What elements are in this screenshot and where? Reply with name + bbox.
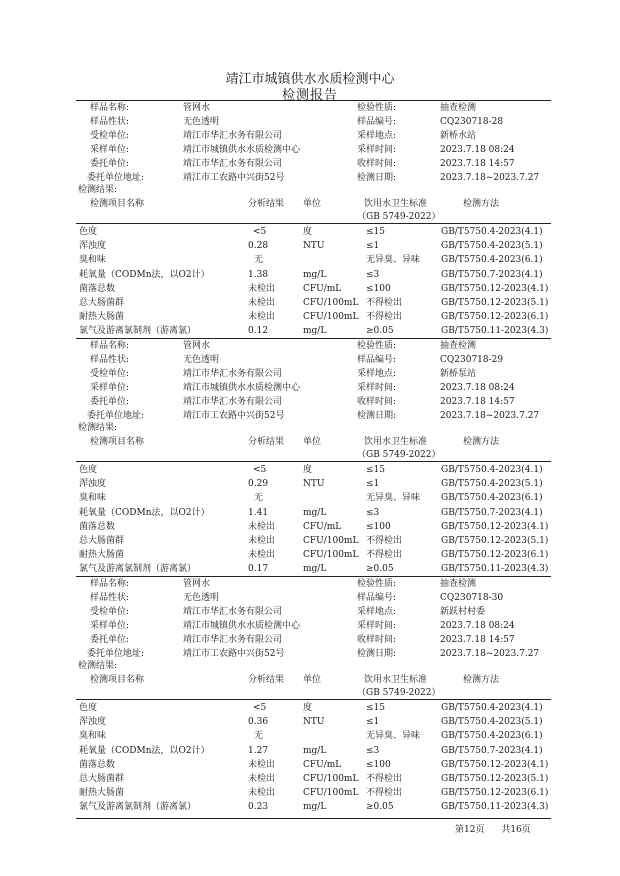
result-item-name: 耗氧量（CODMn法，以O2计） [79, 507, 210, 518]
result-unit: CFU/100mL [303, 774, 359, 784]
result-method: GB/T5750.11-2023(4.3) [441, 564, 549, 575]
sample-2-label-r-1: 样品编号: [357, 355, 397, 365]
result-unit: NTU [303, 717, 325, 728]
sample-2-label-0: 样品名称: [90, 341, 130, 351]
result-method: GB/T5750.7-2023(4.1) [441, 507, 543, 518]
result-method: GB/T5750.4-2023(4.1) [441, 703, 543, 713]
sample-1-value-r-2: 新桥水站 [440, 131, 477, 141]
result-standard: ≥0.05 [366, 326, 394, 337]
result-method: GB/T5750.12-2023(6.1) [441, 312, 549, 323]
col-standard-header: 饮用水卫生标准 [364, 675, 428, 685]
sample-2-value-3: 靖江市城镇供水水质检测中心 [183, 383, 301, 393]
sample-1-value-r-3: 2023.7.18 08:24 [440, 145, 515, 155]
result-standard: ≤100 [366, 759, 391, 770]
sample-2-label-r-3: 采样时间: [357, 383, 397, 393]
result-item-name: 色度 [79, 227, 98, 237]
result-value: 未检出 [248, 759, 276, 770]
result-method: GB/T5750.12-2023(5.1) [441, 536, 549, 546]
sample-3-label-r-0: 检验性质: [357, 579, 397, 589]
result-unit: mg/L [303, 269, 327, 280]
result-unit: CFU/100mL [303, 550, 359, 561]
result-item-name: 浑浊度 [79, 717, 107, 728]
sample-3-label-0: 样品名称: [90, 579, 130, 589]
result-standard: ≤3 [366, 269, 380, 280]
result-standard: 无异臭、异味 [366, 255, 421, 266]
sample-2-value-5: 靖江市工农路中兴街52号 [183, 411, 285, 421]
result-item-name: 臭和味 [79, 255, 107, 266]
block-separator [76, 338, 551, 339]
sample-2-value-r-0: 抽查检测 [440, 341, 477, 351]
bottom-rule [76, 818, 551, 819]
result-standard: ≤1 [366, 479, 380, 490]
sample-2-label-5: 委托单位地址: [87, 411, 145, 421]
table-header-rule [76, 461, 551, 462]
result-unit: CFU/mL [303, 521, 342, 532]
sample-1-label-5: 委托单位地址: [87, 173, 145, 183]
sample-3-value-4: 靖江市华汇水务有限公司 [183, 635, 283, 645]
result-method: GB/T5750.7-2023(4.1) [441, 745, 543, 756]
sample-1-value-2: 靖江市华汇水务有限公司 [183, 131, 283, 141]
result-value: 未检出 [248, 788, 276, 799]
result-standard: ≤15 [366, 465, 385, 475]
sample-3-value-5: 靖江市工农路中兴街52号 [183, 649, 285, 659]
result-value: 未检出 [248, 298, 276, 308]
sample-1-label-0: 样品名称: [90, 103, 130, 113]
sample-3-label-r-2: 采样地点: [357, 607, 397, 617]
sample-1-value-1: 无色透明 [183, 117, 220, 127]
sample-1-label-1: 样品性状: [90, 117, 130, 127]
result-standard: ≤3 [366, 507, 380, 518]
sample-1-value-0: 管网水 [183, 103, 211, 113]
col-standard-header: 饮用水卫生标准 [364, 199, 428, 209]
result-method: GB/T5750.11-2023(4.3) [441, 326, 549, 337]
result-unit: CFU/100mL [303, 298, 359, 308]
sample-1-label-3: 采样单位: [90, 145, 130, 155]
sample-2-value-r-4: 2023.7.18 14:57 [440, 397, 515, 407]
result-unit: mg/L [303, 802, 327, 813]
sample-1-value-r-0: 抽查检测 [440, 103, 477, 113]
sample-1-results-heading: 检测结果: [78, 185, 118, 195]
result-value: 0.29 [248, 479, 269, 490]
result-value: <5 [253, 227, 267, 237]
result-unit: mg/L [303, 507, 327, 518]
result-item-name: 氯气及游离氯制剂（游离氯） [79, 564, 197, 575]
sample-3-value-r-5: 2023.7.18~2023.7.27 [440, 649, 540, 659]
col-unit-header: 单位 [303, 199, 322, 209]
result-standard: ≤100 [366, 521, 391, 532]
col-item-header: 检测项目名称 [90, 675, 145, 685]
result-standard: ≤1 [366, 241, 380, 252]
result-unit: mg/L [303, 564, 327, 575]
result-value: <5 [253, 465, 267, 475]
result-method: GB/T5750.12-2023(6.1) [441, 788, 549, 799]
sample-2-label-r-0: 检验性质: [357, 341, 397, 351]
table-header-rule [76, 699, 551, 700]
sample-3-value-0: 管网水 [183, 579, 211, 589]
page-footer [455, 822, 545, 835]
result-value: 1.27 [248, 745, 269, 756]
result-unit: NTU [303, 241, 325, 252]
sample-2-label-2: 受检单位: [90, 369, 130, 379]
sample-2-label-r-4: 收样时间: [357, 397, 397, 407]
sample-3-label-r-3: 采样时间: [357, 621, 397, 631]
sample-3-label-3: 采样单位: [90, 621, 130, 631]
sample-3-value-r-3: 2023.7.18 08:24 [440, 621, 515, 631]
result-value: 0.36 [248, 717, 269, 728]
result-item-name: 臭和味 [79, 731, 107, 742]
result-item-name: 耐热大肠菌 [79, 550, 125, 561]
result-item-name: 耗氧量（CODMn法，以O2计） [79, 745, 210, 756]
result-standard: 不得检出 [366, 312, 403, 323]
sample-3-label-r-5: 检测日期: [357, 649, 397, 659]
result-method: GB/T5750.4-2023(5.1) [441, 241, 543, 252]
result-unit: mg/L [303, 745, 327, 756]
sample-1-value-r-4: 2023.7.18 14:57 [440, 159, 515, 169]
result-standard: 无异臭、异味 [366, 731, 421, 742]
result-unit: NTU [303, 479, 325, 490]
result-item-name: 菌落总数 [79, 283, 116, 294]
sample-1-label-r-1: 样品编号: [357, 117, 397, 127]
sample-2-value-r-1: CQ230718-29 [440, 355, 504, 365]
result-value: 0.12 [248, 326, 269, 337]
result-standard: ≤15 [366, 703, 385, 713]
result-method: GB/T5750.7-2023(4.1) [441, 269, 543, 280]
sample-2-results-heading: 检测结果: [78, 423, 118, 433]
result-method: GB/T5750.11-2023(4.3) [441, 802, 549, 813]
result-unit: 度 [303, 465, 313, 475]
result-item-name: 总大肠菌群 [79, 774, 125, 784]
sample-1-value-r-5: 2023.7.18~2023.7.27 [440, 173, 540, 183]
block-separator [76, 576, 551, 577]
result-item-name: 色度 [79, 703, 98, 713]
result-standard: ≤15 [366, 227, 385, 237]
result-value: 0.23 [248, 802, 269, 813]
sample-3-value-r-4: 2023.7.18 14:57 [440, 635, 515, 645]
result-item-name: 色度 [79, 465, 98, 475]
result-value: 未检出 [248, 774, 276, 784]
sample-1-label-4: 委托单位: [90, 159, 130, 169]
result-standard: ≥0.05 [366, 564, 394, 575]
result-unit: CFU/100mL [303, 312, 359, 323]
org-title: 靖江市城镇供水水质检测中心 [225, 72, 395, 87]
sample-2-label-r-2: 采样地点: [357, 369, 397, 379]
result-unit: 度 [303, 703, 313, 713]
result-method: GB/T5750.4-2023(5.1) [441, 717, 543, 728]
col-standard-code: （GB 5749-2022） [357, 688, 441, 698]
col-unit-header: 单位 [303, 437, 322, 447]
sample-3-label-2: 受检单位: [90, 607, 130, 617]
result-unit: 度 [303, 227, 313, 237]
sample-3-label-r-1: 样品编号: [357, 593, 397, 603]
result-method: GB/T5750.4-2023(4.1) [441, 465, 543, 475]
result-standard: 不得检出 [366, 536, 403, 546]
result-standard: 不得检出 [366, 550, 403, 561]
sample-1-label-r-0: 检验性质: [357, 103, 397, 113]
result-method: GB/T5750.12-2023(4.1) [441, 759, 549, 770]
result-value: 无 [254, 731, 264, 742]
sample-1-value-5: 靖江市工农路中兴街52号 [183, 173, 285, 183]
sample-3-label-4: 委托单位: [90, 635, 130, 645]
sample-3-value-r-2: 新跃村村委 [440, 607, 486, 617]
report-title: 检测报告 [281, 88, 338, 103]
sample-1-label-r-4: 收样时间: [357, 159, 397, 169]
result-item-name: 氯气及游离氯制剂（游离氯） [79, 802, 197, 813]
result-value: <5 [253, 703, 267, 713]
result-item-name: 菌落总数 [79, 759, 116, 770]
sample-2-value-4: 靖江市华汇水务有限公司 [183, 397, 283, 407]
page-total: 共16页 [501, 825, 531, 835]
sample-2-label-3: 采样单位: [90, 383, 130, 393]
table-header-rule [76, 223, 551, 224]
sample-2-value-2: 靖江市华汇水务有限公司 [183, 369, 283, 379]
sample-3-label-r-4: 收样时间: [357, 635, 397, 645]
result-item-name: 菌落总数 [79, 521, 116, 532]
col-item-header: 检测项目名称 [90, 199, 145, 209]
sample-3-label-1: 样品性状: [90, 593, 130, 603]
sample-3-value-3: 靖江市城镇供水水质检测中心 [183, 621, 301, 631]
result-standard: ≥0.05 [366, 802, 394, 813]
result-unit: CFU/mL [303, 759, 342, 770]
sample-1-value-4: 靖江市华汇水务有限公司 [183, 159, 283, 169]
sample-3-value-r-1: CQ230718-30 [440, 593, 504, 603]
result-standard: ≤3 [366, 745, 380, 756]
col-method-header: 检测方法 [463, 199, 500, 209]
result-method: GB/T5750.12-2023(5.1) [441, 774, 549, 784]
sample-2-value-1: 无色透明 [183, 355, 220, 365]
result-value: 1.41 [248, 507, 269, 518]
result-unit: CFU/100mL [303, 788, 359, 799]
result-unit: CFU/100mL [303, 536, 359, 546]
result-item-name: 臭和味 [79, 493, 107, 504]
result-method: GB/T5750.4-2023(5.1) [441, 479, 543, 490]
sample-2-label-4: 委托单位: [90, 397, 130, 407]
result-value: 0.28 [248, 241, 269, 252]
result-method: GB/T5750.4-2023(6.1) [441, 255, 543, 266]
sample-1-label-r-2: 采样地点: [357, 131, 397, 141]
sample-3-label-5: 委托单位地址: [87, 649, 145, 659]
result-item-name: 浑浊度 [79, 241, 107, 252]
result-value: 未检出 [248, 550, 276, 561]
result-method: GB/T5750.12-2023(5.1) [441, 298, 549, 308]
result-item-name: 耗氧量（CODMn法，以O2计） [79, 269, 210, 280]
sample-1-value-r-1: CQ230718-28 [440, 117, 504, 127]
result-value: 1.38 [248, 269, 269, 280]
col-standard-header: 饮用水卫生标准 [364, 437, 428, 447]
col-result-header: 分析结果 [248, 199, 285, 209]
col-method-header: 检测方法 [463, 437, 500, 447]
result-unit: mg/L [303, 326, 327, 337]
result-item-name: 耐热大肠菌 [79, 788, 125, 799]
result-value: 未检出 [248, 521, 276, 532]
result-method: GB/T5750.12-2023(4.1) [441, 283, 549, 294]
page-number: 第12页 [455, 825, 485, 835]
col-standard-code: （GB 5749-2022） [357, 450, 441, 460]
result-item-name: 总大肠菌群 [79, 536, 125, 546]
col-result-header: 分析结果 [248, 675, 285, 685]
col-standard-code: （GB 5749-2022） [357, 212, 441, 222]
result-value: 无 [254, 493, 264, 504]
result-value: 未检出 [248, 312, 276, 323]
sample-1-label-r-5: 检测日期: [357, 173, 397, 183]
result-item-name: 浑浊度 [79, 479, 107, 490]
col-result-header: 分析结果 [248, 437, 285, 447]
sample-2-value-0: 管网水 [183, 341, 211, 351]
result-unit: CFU/mL [303, 283, 342, 294]
sample-2-value-r-5: 2023.7.18~2023.7.27 [440, 411, 540, 421]
result-item-name: 耐热大肠菌 [79, 312, 125, 323]
sample-3-results-heading: 检测结果: [78, 661, 118, 671]
result-standard: ≤1 [366, 717, 380, 728]
sample-2-value-r-2: 新桥泵站 [440, 369, 477, 379]
col-unit-header: 单位 [303, 675, 322, 685]
top-rule [76, 100, 551, 101]
result-value: 0.17 [248, 564, 269, 575]
result-value: 未检出 [248, 283, 276, 294]
sample-1-label-r-3: 采样时间: [357, 145, 397, 155]
sample-2-label-r-5: 检测日期: [357, 411, 397, 421]
col-method-header: 检测方法 [463, 675, 500, 685]
result-standard: 无异臭、异味 [366, 493, 421, 504]
result-item-name: 氯气及游离氯制剂（游离氯） [79, 326, 197, 337]
sample-2-value-r-3: 2023.7.18 08:24 [440, 383, 515, 393]
sample-3-value-1: 无色透明 [183, 593, 220, 603]
result-standard: 不得检出 [366, 788, 403, 799]
result-method: GB/T5750.4-2023(6.1) [441, 731, 543, 742]
col-item-header: 检测项目名称 [90, 437, 145, 447]
result-standard: ≤100 [366, 283, 391, 294]
sample-3-value-r-0: 抽查检测 [440, 579, 477, 589]
sample-1-value-3: 靖江市城镇供水水质检测中心 [183, 145, 301, 155]
sample-3-value-2: 靖江市华汇水务有限公司 [183, 607, 283, 617]
result-method: GB/T5750.12-2023(6.1) [441, 550, 549, 561]
result-value: 未检出 [248, 536, 276, 546]
result-item-name: 总大肠菌群 [79, 298, 125, 308]
result-standard: 不得检出 [366, 298, 403, 308]
result-standard: 不得检出 [366, 774, 403, 784]
result-value: 无 [254, 255, 264, 266]
sample-2-label-1: 样品性状: [90, 355, 130, 365]
result-method: GB/T5750.4-2023(4.1) [441, 227, 543, 237]
result-method: GB/T5750.4-2023(6.1) [441, 493, 543, 504]
result-method: GB/T5750.12-2023(4.1) [441, 521, 549, 532]
sample-1-label-2: 受检单位: [90, 131, 130, 141]
